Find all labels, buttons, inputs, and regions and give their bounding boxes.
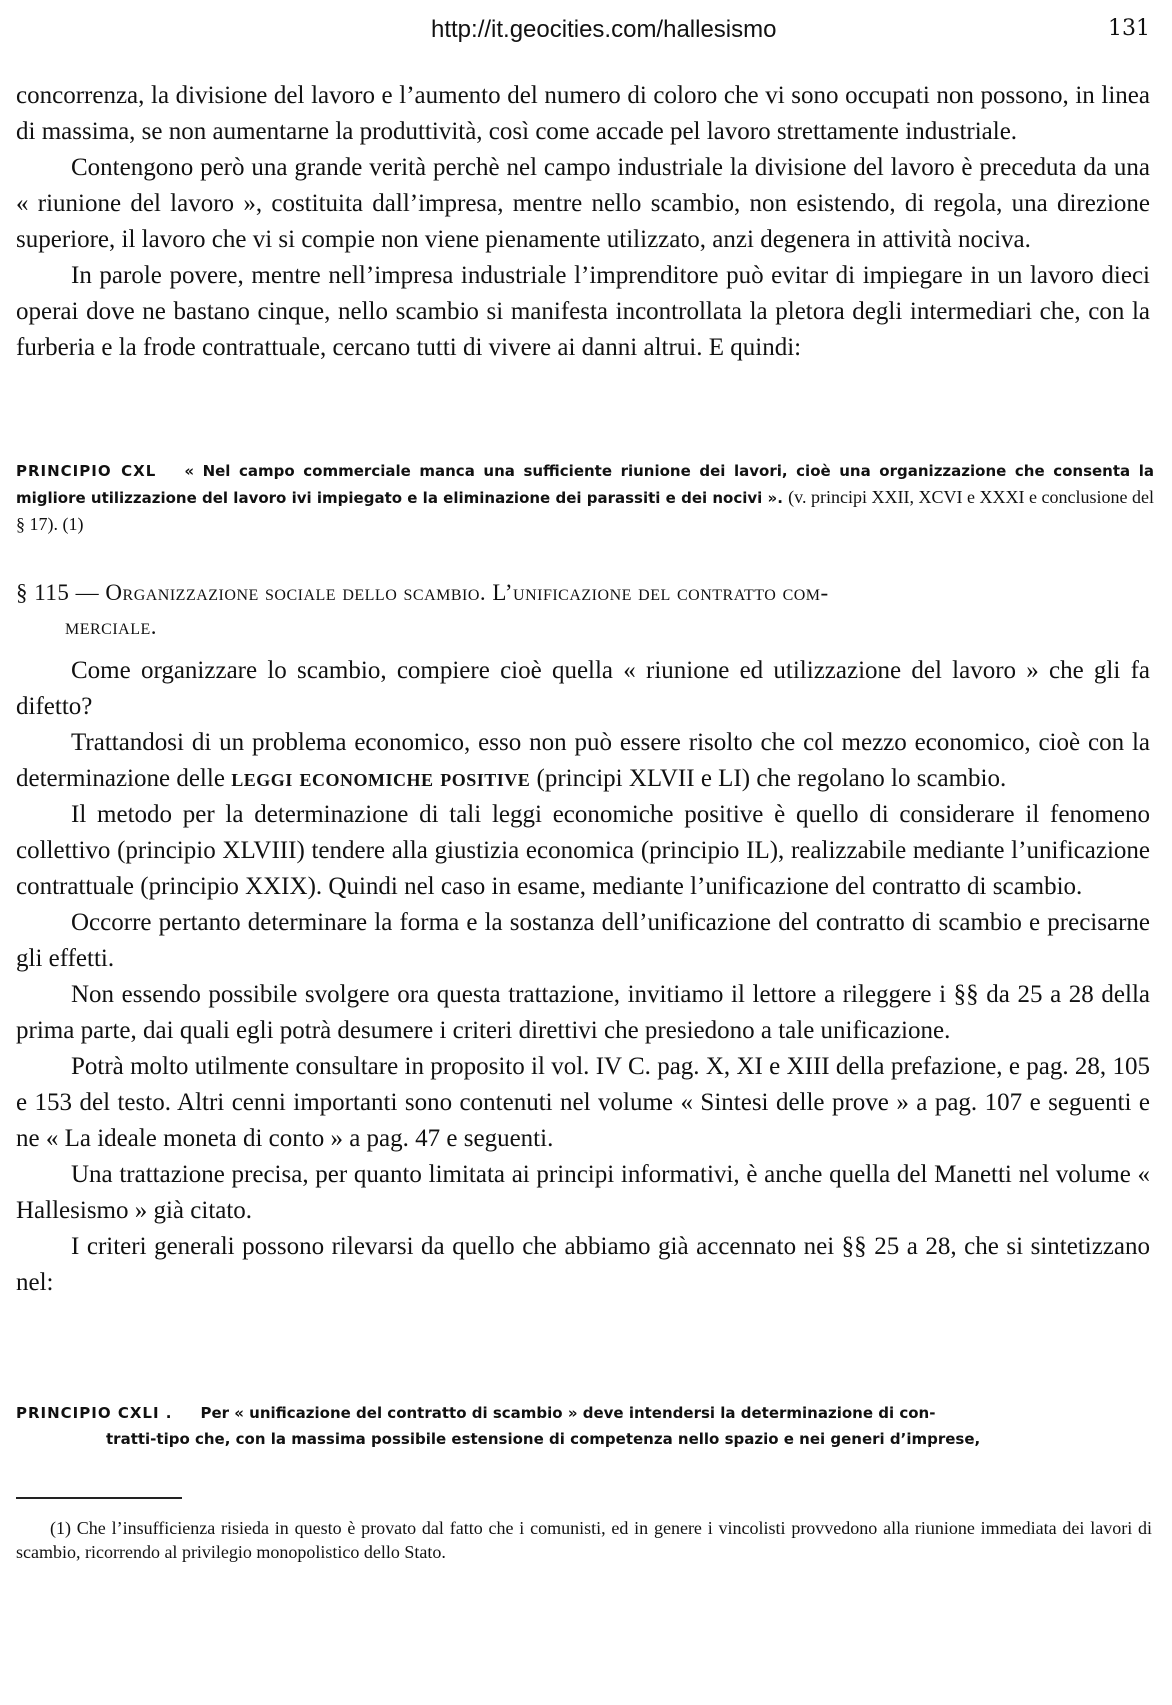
- paragraph-10: Una trattazione precisa, per quanto limitata ai principi informativi, è anche quella del Manetti nel volume « Hallesismo » già citato.: [16, 1161, 1150, 1224]
- principle-cxl: [16, 458, 1154, 538]
- paragraph-9: Potrà molto utilmente consultare in proposito il vol. IV C. pag. X, XI e XIII della prefazione, e pag. 28, 105 e 153 del testo. Altri cenni importanti sono contenuti nel volume « Sintesi delle prove » a pag. 107 e seguenti e ne « La ideale moneta di conto » a pag. 47 e seguenti.: [16, 1053, 1150, 1152]
- paragraph-3: In parole povere, mentre nell’impresa industriale l’imprenditore può evitar di impiegare in un lavoro dieci operai dove ne bastano cinque, nello scambio si manifesta incontrollata la pletora degli intermediari che, con la furberia e la frode contrattuale, cercano tutti di vivere ai danni altrui. E quindi:: [16, 262, 1150, 361]
- header-url[interactable]: http://it.geocities.com/hallesismo: [431, 16, 777, 43]
- principle-cxli-label: PRINCIPIO CXLI .: [16, 1404, 173, 1422]
- section-title-part1: Organizzazione sociale dello scambio.: [105, 580, 487, 605]
- paragraph-6: Il metodo per la determinazione di tali leggi economiche positive è quello di considerare il fenomeno collettivo (principio XLVIII) tendere alla giustizia economica (principio IL), realizzabile mediante l’unificazione contrattuale (principio XXIX). Quindi nel caso in esame, mediante l’unificazione del contratto di scambio.: [16, 801, 1150, 900]
- principle-cxl-label: PRINCIPIO CXL: [16, 462, 157, 480]
- paragraph-11: I criteri generali possono rilevarsi da quello che abbiamo già accennato nei §§ 25 a 28, che si sintetizzano nel:: [16, 1233, 1150, 1296]
- paragraph-4: Come organizzare lo scambio, compiere cioè quella « riunione ed utilizzazione del lavoro » che gli fa difetto?: [16, 657, 1150, 720]
- principle-cxl-text: « Nel campo commerciale manca una sufficiente riunione dei lavori, cioè una organizzazione che consenta la migliore utilizzazione del lavoro ivi impiegato e la eliminazione dei parassiti e dei nocivi ».: [16, 462, 1154, 507]
- section-title-part2: L’unificazione del contratto com-: [492, 580, 829, 605]
- paragraph-5-before: Trattandosi di un problema economico, esso non può essere risolto che col mezzo economico, cioè con la determinazione delle: [16, 729, 1150, 792]
- paragraph-5-after: (principi XLVII e LI) che regolano lo scambio.: [536, 765, 1007, 792]
- principle-cxli-line1: Per « unificazione del contratto di scambio » deve intendersi la determinazione di con-: [200, 1404, 936, 1422]
- text-block-main: [16, 653, 1150, 1301]
- section-heading: [16, 576, 1154, 644]
- section-title-part3: merciale.: [65, 614, 158, 639]
- principle-cxl-reference: (v. principi XXII, XCVI e XXXI e conclusione del § 17). (1): [16, 487, 1154, 534]
- principle-cxli: [16, 1400, 1154, 1452]
- footnote: (1) Che l’insufficienza risieda in questo è provato dal fatto che i comunisti, ed in genere i vincolisti provvedono alla riunione immediata dei lavori di scambio, ricorrendo al privilegio monopolistico dello Stato.: [16, 1518, 1152, 1562]
- section-number: § 115 —: [16, 580, 100, 605]
- principle-cxli-line2: tratti-tipo che, con la massima possibile estensione di competenza nello spazio e nei generi d’imprese,: [106, 1430, 981, 1448]
- page-number: 131: [1108, 16, 1150, 41]
- footnote-divider: [16, 1497, 182, 1499]
- paragraph-8: Non essendo possibile svolgere ora questa trattazione, invitiamo il lettore a rileggere i §§ da 25 a 28 della prima parte, dai quali egli potrà desumere i criteri direttivi che presiedono a tale unificazione.: [16, 981, 1150, 1044]
- paragraph-5-smallcaps: leggi economiche positive: [231, 765, 531, 792]
- paragraph-1: concorrenza, la divisione del lavoro e l’aumento del numero di coloro che vi sono occupati non possono, in linea di massima, se non aumentarne la produttività, così come accade pel lavoro strettamente industriale.: [16, 82, 1150, 145]
- text-block-top: [16, 78, 1150, 366]
- paragraph-2: Contengono però una grande verità perchè nel campo industriale la divisione del lavoro è preceduta da una « riunione del lavoro », costituita dall’impresa, mentre nello scambio, non esistendo, di regola, una direzione superiore, il lavoro che vi si compie non viene pienamente utilizzato, anzi degenera in attività nociva.: [16, 154, 1150, 253]
- paragraph-7: Occorre pertanto determinare la forma e la sostanza dell’unificazione del contratto di scambio e precisarne gli effetti.: [16, 909, 1150, 972]
- paragraph-5: [16, 725, 1150, 797]
